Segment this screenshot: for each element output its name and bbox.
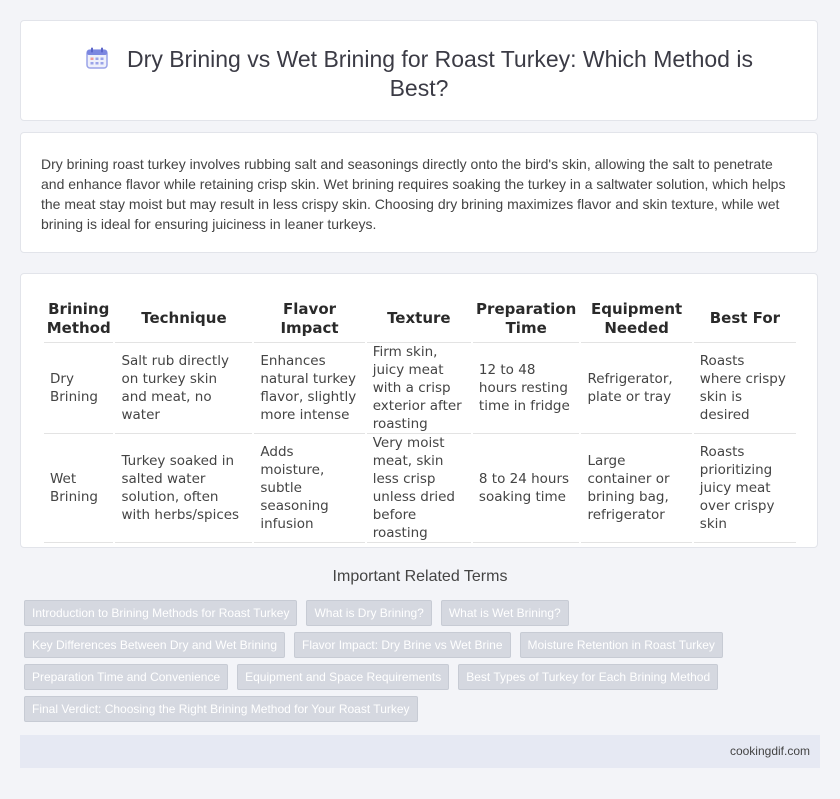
table-cell: Firm skin, juicy meat with a crisp exterior after roasting [367, 343, 471, 434]
table-row [44, 343, 796, 434]
comparison-table [42, 295, 798, 543]
term-tag[interactable]: Best Types of Turkey for Each Brining Method [458, 664, 718, 690]
intro-card [20, 132, 818, 253]
table-cell: Dry Brining [44, 343, 113, 434]
calendar-icon [85, 46, 109, 70]
term-tag[interactable]: Flavor Impact: Dry Brine vs Wet Brine [294, 632, 511, 658]
term-tag[interactable]: Final Verdict: Choosing the Right Brining Method for Your Roast Turkey [24, 696, 418, 722]
header-preparation-time: Preparation Time [473, 295, 580, 343]
term-tag[interactable]: What is Wet Brining? [441, 600, 569, 626]
table-cell: 8 to 24 hours soaking time [473, 434, 580, 543]
term-tag[interactable]: Introduction to Brining Methods for Roast Turkey [24, 600, 297, 626]
table-cell: Roasts where crispy skin is desired [694, 343, 796, 434]
page-title [61, 45, 777, 103]
header-best-for: Best For [694, 295, 796, 343]
table-cell: Refrigerator, plate or tray [581, 343, 691, 434]
header-brining-method: Brining Method [44, 295, 113, 343]
title-text: Dry Brining vs Wet Brining for Roast Turkey: Which Method is Best? [127, 46, 753, 101]
table-cell: Large container or brining bag, refrigerator [581, 434, 691, 543]
footer [20, 735, 820, 768]
header-equipment-needed: Equipment Needed [581, 295, 691, 343]
related-terms-title: Important Related Terms [332, 568, 508, 585]
comparison-table-card [20, 273, 818, 548]
table-cell: Turkey soaked in salted water solution, often with herbs/spices [115, 434, 252, 543]
table-cell: Very moist meat, skin less crisp unless dried before roasting [367, 434, 471, 543]
table-row [44, 434, 796, 543]
table-cell: Roasts prioritizing juicy meat over crispy skin [694, 434, 796, 543]
header-card [20, 20, 818, 121]
footer-site[interactable]: cookingdif.com [729, 744, 810, 758]
table-header-row [44, 295, 796, 343]
term-tag[interactable]: Moisture Retention in Roast Turkey [520, 632, 723, 658]
header-texture: Texture [367, 295, 471, 343]
intro-paragraph: Dry brining roast turkey involves rubbing salt and seasonings directly onto the bird's skin, allowing the salt to penetrate and enhance flavor while retaining crisp skin. Wet brining requires soaking the turkey in a saltwater solution, which helps the meat stay moist but may result in less crispy skin. Choosing dry brining maximizes flavor and skin texture, while wet brining is ideal for ensuring juiciness in leaner turkeys. [41, 156, 786, 232]
term-tag[interactable]: Preparation Time and Convenience [24, 664, 228, 690]
table-cell: Wet Brining [44, 434, 113, 543]
table-cell: Enhances natural turkey flavor, slightly more intense [254, 343, 364, 434]
table-cell: 12 to 48 hours resting time in fridge [473, 343, 580, 434]
term-tag[interactable]: What is Dry Brining? [306, 600, 431, 626]
header-flavor-impact: Flavor Impact [254, 295, 364, 343]
term-tag[interactable]: Equipment and Space Requirements [237, 664, 449, 690]
table-cell: Salt rub directly on turkey skin and meat, no water [115, 343, 252, 434]
header-technique: Technique [115, 295, 252, 343]
table-cell: Adds moisture, subtle seasoning infusion [254, 434, 364, 543]
related-terms-list [24, 600, 814, 728]
term-tag[interactable]: Key Differences Between Dry and Wet Brining [24, 632, 285, 658]
